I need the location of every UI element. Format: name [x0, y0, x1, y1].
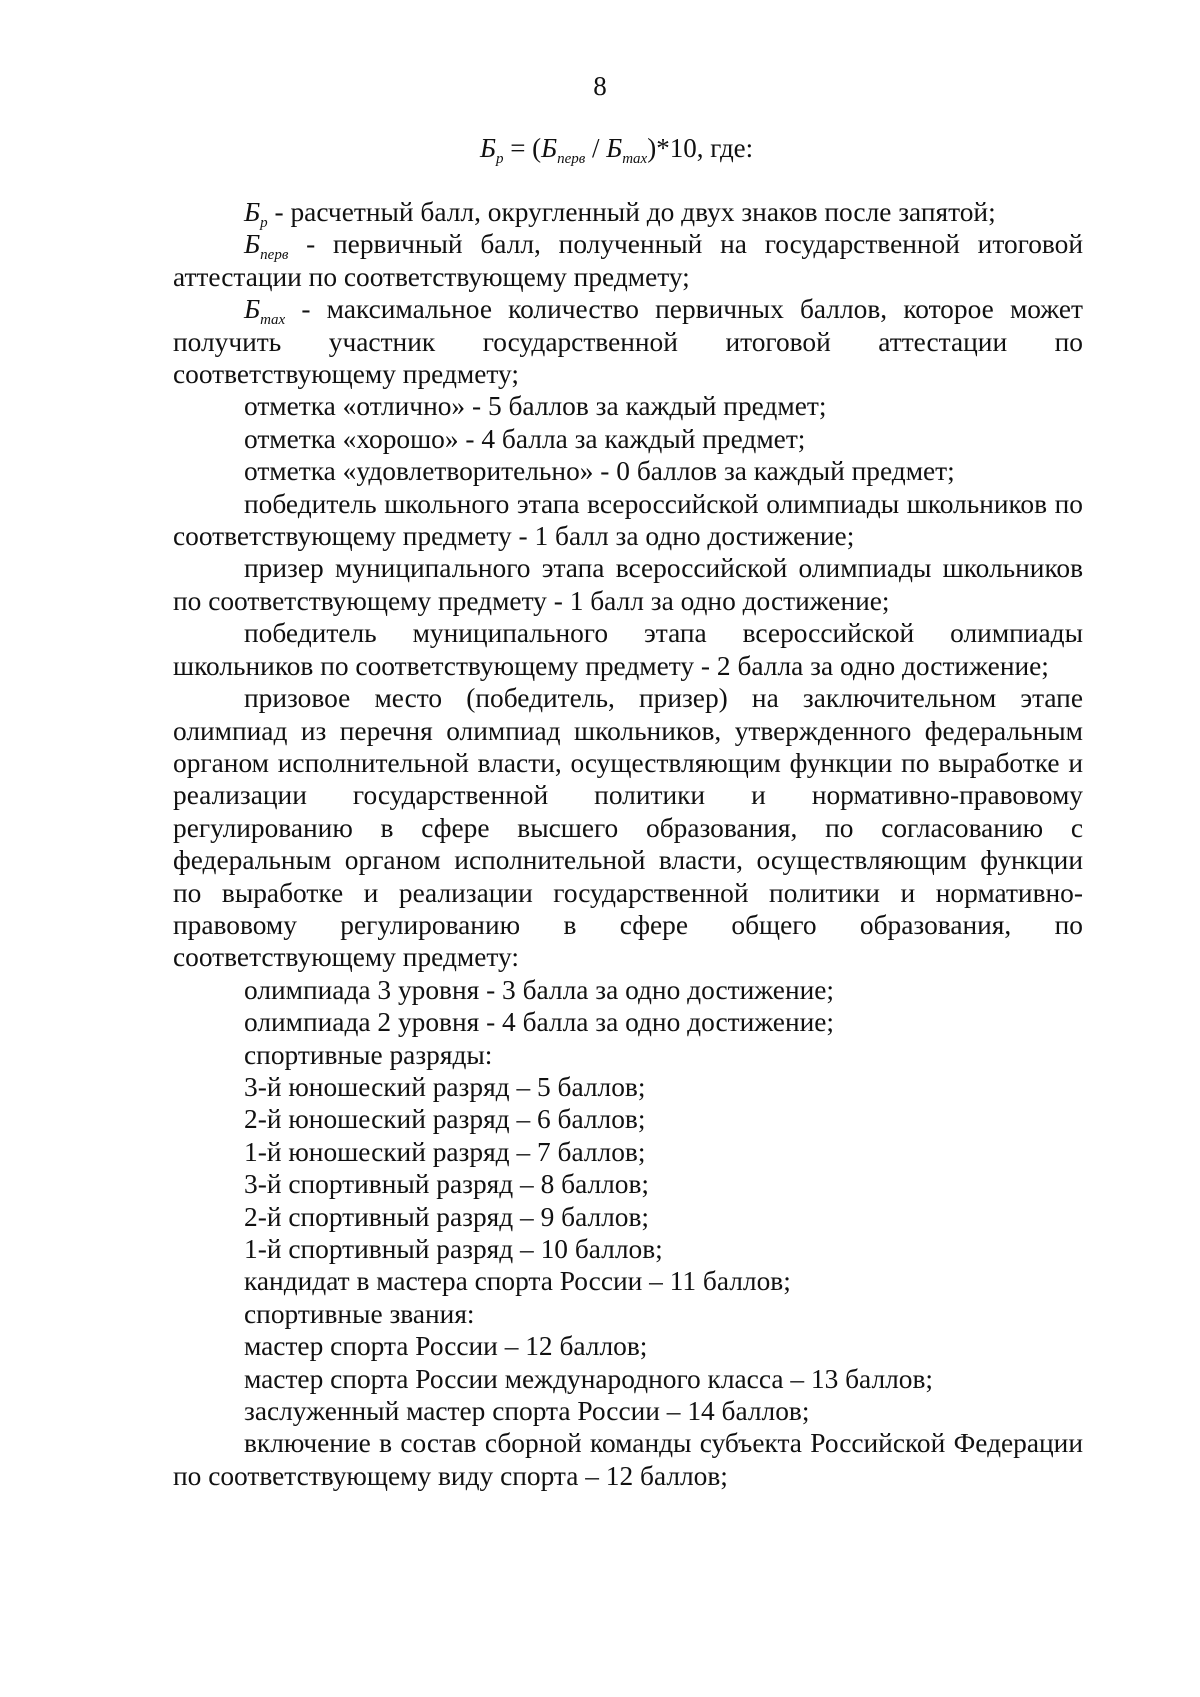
paragraph: мастер спорта России международного класса – 13 баллов; — [244, 1363, 934, 1394]
paragraph: олимпиада 3 уровня - 3 балла за одно достижение; — [244, 974, 835, 1005]
definition-item — [173, 196, 1083, 231]
paragraph: призовое место (победитель, призер) на заключительном этапе олимпиад из перечня олимпиад школьников, утвержденного федеральным органом исполнительной власти, осуществляющим функции по выработке и реализации государственной политики и нормативно-правовому регулированию в сфере высшего образования, по согласованию с федеральным органом исполнительной власти, осуществляющим функции по выработке и реализации государственной политики и нормативно-правовому регулированию в сфере общего образования, по соответствующему предмету: — [173, 683, 1083, 973]
formula-where: , где: — [696, 133, 754, 163]
paragraph: победитель школьного этапа всероссийской олимпиады школьников по соответствующему предмету - 1 балл за одно достижение; — [173, 488, 1083, 552]
paragraph: отметка «удовлетворительно» - 0 баллов за каждый предмет; — [244, 456, 955, 487]
definition-symbol-sub: max — [260, 312, 286, 329]
paragraph: 1-й спортивный разряд – 10 баллов; — [244, 1234, 663, 1264]
paragraph: кандидат в мастера спорта России – 11 баллов; — [244, 1266, 791, 1297]
paragraph: заслуженный мастер спорта России – 14 баллов; — [244, 1396, 810, 1427]
definition-symbol: Б — [244, 197, 261, 227]
paragraph: мастер спорта России – 12 баллов; — [244, 1331, 648, 1362]
definition-text: - максимальное количество первичных баллов, которое может получить участник государственной итоговой аттестации по соответствующему предмету; — [173, 294, 1083, 390]
formula-lhs-sub: р — [495, 151, 504, 167]
definition-symbol: Б — [244, 294, 261, 325]
formula-divide: / — [585, 133, 607, 163]
definition-text: - первичный балл, полученный на государственной итоговой аттестации по соответствующему предмету; — [173, 229, 1083, 292]
paragraph: 3-й спортивный разряд – 8 баллов; — [244, 1169, 650, 1200]
paragraph: спортивные звания: — [244, 1298, 475, 1329]
definition-item — [173, 293, 1083, 390]
formula-numerator: Б — [541, 133, 558, 163]
paragraph: отметка «хорошо» - 4 балла за каждый предмет; — [244, 423, 806, 454]
paragraph: спортивные разряды: — [244, 1039, 493, 1070]
paragraph: 3-й юношеский разряд – 5 баллов; — [244, 1071, 646, 1102]
definition-symbol-sub: р — [260, 215, 268, 231]
page-number: 8 — [593, 71, 607, 101]
paragraph: олимпиада 2 уровня - 4 балла за одно достижение; — [244, 1007, 835, 1038]
score-formula — [480, 128, 880, 168]
paragraph: победитель муниципального этапа всероссийской олимпиады школьников по соответствующему предмету - 2 балла за одно достижение; — [173, 618, 1083, 681]
definition-text: - расчетный балл, округленный до двух знаков после запятой; — [267, 197, 996, 227]
paragraph: 1-й юношеский разряд – 7 баллов; — [244, 1136, 646, 1167]
definition-symbol-sub: перв — [260, 247, 289, 264]
document-body — [173, 196, 1083, 1492]
definition-symbol: Б — [244, 229, 261, 260]
paragraph: 2-й юношеский разряд – 6 баллов; — [244, 1104, 646, 1135]
paragraph: отметка «отлично» - 5 баллов за каждый предмет; — [244, 391, 827, 422]
formula-numerator-sub: перв — [557, 151, 586, 167]
formula-tail: )*10 — [647, 133, 697, 163]
paragraph: призер муниципального этапа всероссийской олимпиады школьников по соответствующему предмету - 1 балл за одно достижение; — [173, 553, 1083, 616]
paragraph: включение в состав сборной команды субъекта Российской Федерации по соответствующему виду спорта – 12 баллов; — [173, 1428, 1083, 1491]
formula-equals: = ( — [503, 133, 542, 163]
formula-denominator-sub: max — [622, 151, 648, 167]
definition-item — [173, 228, 1083, 293]
formula-lhs: Б — [480, 133, 496, 163]
paragraph: 2-й спортивный разряд – 9 баллов; — [244, 1201, 650, 1232]
formula-denominator: Б — [606, 133, 623, 163]
